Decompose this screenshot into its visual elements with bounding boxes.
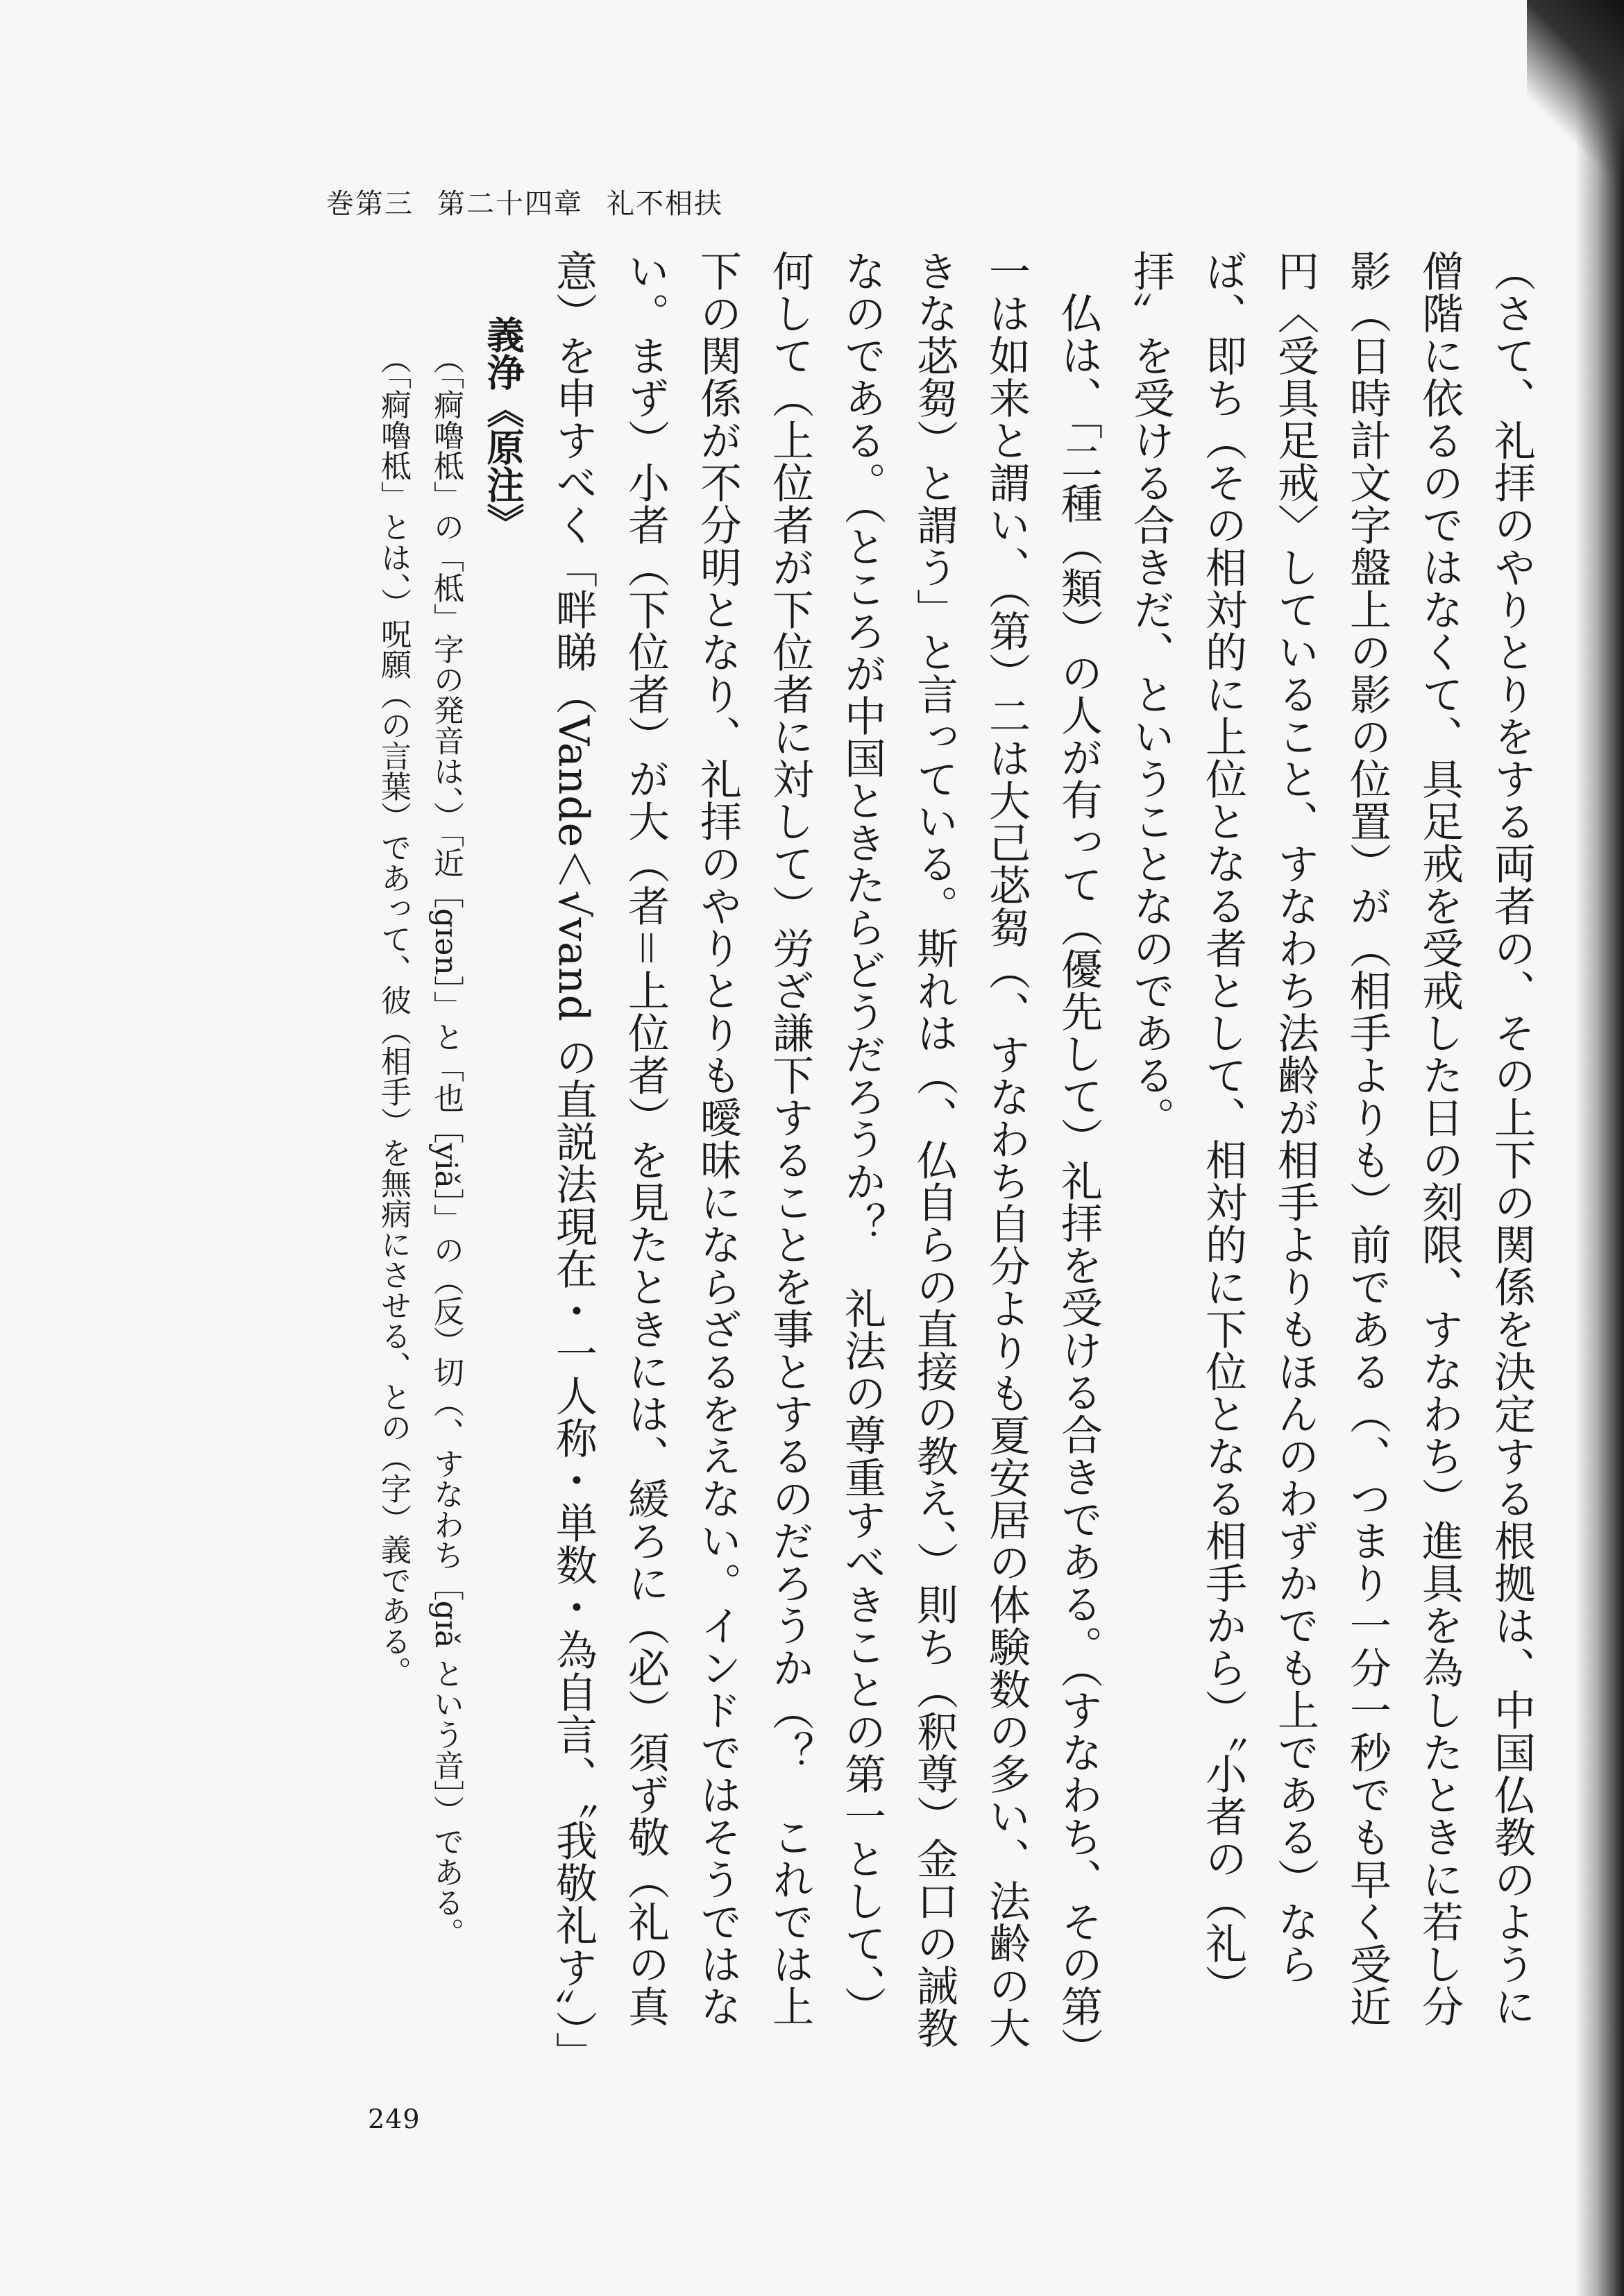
header-title: 礼不相扶 (607, 188, 723, 220)
main-text-block (548, 250, 1548, 2054)
header-chapter: 第二十四章 (437, 188, 583, 220)
body-paragraph-1: （さて、礼拝のやりとりをする両者の、その上下の関係を決定する根拠は、中国仏教のように僧階に依るのではなくて、具足戒を受戒した日の刻限、すなわち）進具を為したときに若し分影（日時計文字盤上の影の位置）が（相手よりも）前である（、つまり一分一秒でも早く受近円〈受具足戒〉していること、すなわち法齢が相手よりもほんのわずかでも上である）ならば、即ち（その相対的に上位となる者として、相対的に下位となる相手から）〝小者の（礼）拝〟を受ける合きだ、ということなのである。 (1126, 250, 1536, 2027)
header-volume: 巻第三 (326, 188, 414, 220)
original-note-block (347, 316, 534, 1981)
running-header (326, 182, 747, 221)
note-title: 義浄《原注》 (481, 316, 525, 541)
scan-shadow-edge (1575, 0, 1624, 2296)
scan-shadow-corner (1527, 0, 1624, 180)
page-number: 249 (368, 2104, 421, 2134)
note-line-2: （「痾嚕柢」とは、）呪願（の言葉）であって、彼（相手）を無病にさせる、との（字）義である。 (375, 343, 411, 1687)
note-line-1: （「痾嚕柢」の「柢」字の発音は、）「近［gɪən］」と「也［yiǎ］」の（反）切（、すなわち［gɪǎ という音］）である。 (428, 343, 464, 1948)
body-paragraph-2: 仏は、「二種（類）の人が有って（優先して）礼拝を受ける合きである。（すなわち、その第）一は如来と謂い、（第）二は大己苾芻（、すなわち自分よりも夏安居の体験数の多い、法齢の大きな苾芻）と謂う」と言っている。斯れは（、仏自らの直接の教え、）則ち（釈尊）金口の誡教なのである。（ところが中国ときたらどうだろうか？ 礼法の尊重すべきことの第一として、）何して（上位者が下位者に対して）労ざ謙下することを事とするのだろうか（？ これでは上下の関係が不分明となり、礼拝のやりとりも曖昧にならざるをえない。インドではそうではない。まず）小者（下位者）が大（者＝上位者）を見たときには、緩ろに（必）須ず敬（礼の真意）を申すべく「畔睇（Vande＜√vand の直説法現在・一人称・単数・為自言、〝我敬礼す〟）」 (549, 250, 1103, 2054)
